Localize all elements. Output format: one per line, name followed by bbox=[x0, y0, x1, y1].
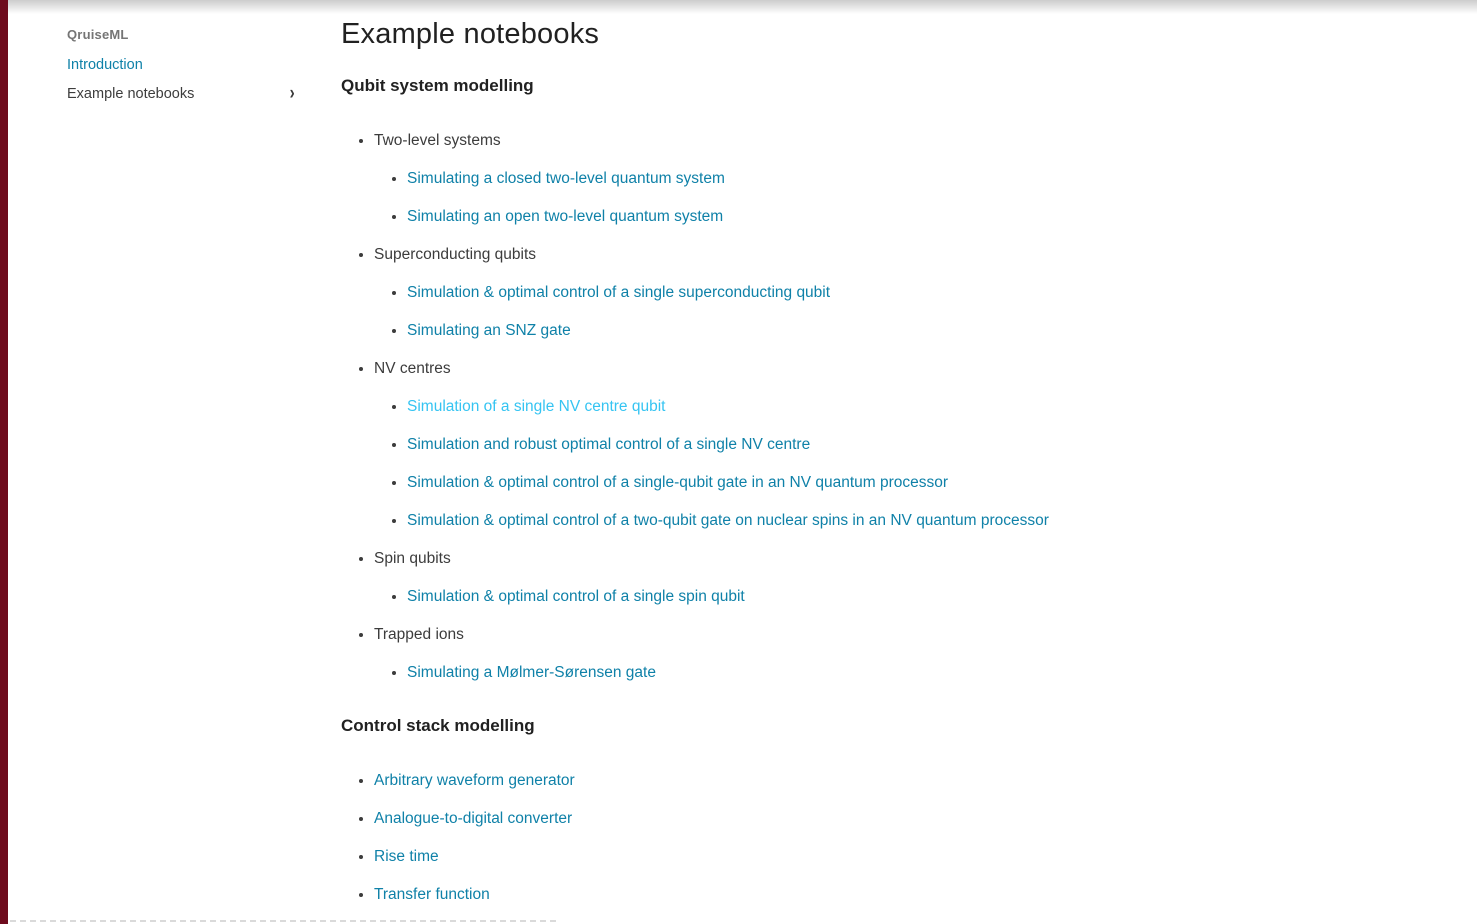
category-item bbox=[374, 550, 1451, 606]
notebook-link[interactable]: Arbitrary waveform generator bbox=[374, 772, 575, 789]
notebook-list-item bbox=[407, 664, 1451, 682]
category-label: NV centres bbox=[374, 360, 451, 377]
notebook-list-item bbox=[374, 772, 1451, 790]
category-item bbox=[374, 246, 1451, 340]
section-control-stack-modelling bbox=[341, 716, 1451, 904]
notebook-list-item bbox=[407, 170, 1451, 188]
section-heading: Control stack modelling bbox=[341, 716, 535, 735]
notebook-list-item bbox=[374, 810, 1451, 828]
notebook-list-item bbox=[407, 512, 1451, 530]
notebook-link[interactable]: Simulating an SNZ gate bbox=[407, 322, 571, 339]
chevron-right-icon[interactable]: › bbox=[289, 83, 295, 104]
sidebar-item-introduction[interactable]: Introduction bbox=[67, 57, 143, 73]
notebook-link[interactable]: Simulation & optimal control of a single superconducting qubit bbox=[407, 284, 831, 301]
sidebar-brand: QruiseML bbox=[67, 27, 129, 42]
notebook-sublist bbox=[374, 284, 1451, 340]
notebook-link[interactable]: Simulating a Mølmer-Sørensen gate bbox=[407, 664, 656, 681]
notebook-list-item bbox=[407, 208, 1451, 226]
category-item bbox=[374, 360, 1451, 530]
notebook-list-item bbox=[407, 284, 1451, 302]
notebook-list-item bbox=[407, 398, 1451, 416]
category-item bbox=[374, 626, 1451, 682]
notebook-link[interactable]: Simulating an open two-level quantum system bbox=[407, 208, 724, 225]
category-item bbox=[374, 132, 1451, 226]
notebook-list-item bbox=[407, 322, 1451, 340]
sidebar bbox=[67, 27, 297, 102]
notebook-link[interactable]: Analogue-to-digital converter bbox=[374, 810, 573, 827]
notebook-link[interactable]: Simulation & optimal control of a single-qubit gate in an NV quantum processor bbox=[407, 474, 949, 491]
notebook-sublist bbox=[374, 664, 1451, 682]
notebook-link[interactable]: Simulation of a single NV centre qubit bbox=[407, 398, 666, 415]
notebook-list-item bbox=[407, 588, 1451, 606]
control-stack-list bbox=[341, 772, 1451, 904]
notebook-list-item bbox=[407, 436, 1451, 454]
category-label: Trapped ions bbox=[374, 626, 464, 643]
category-label: Superconducting qubits bbox=[374, 246, 537, 263]
notebook-link[interactable]: Transfer function bbox=[374, 886, 490, 903]
notebook-sublist bbox=[374, 398, 1451, 530]
notebook-list-item bbox=[374, 886, 1451, 904]
left-accent-bar bbox=[0, 0, 8, 924]
notebook-link[interactable]: Simulating a closed two-level quantum system bbox=[407, 170, 725, 187]
section-heading: Qubit system modelling bbox=[341, 76, 534, 95]
sidebar-item-label: Example notebooks bbox=[67, 86, 195, 102]
qubit-system-list bbox=[341, 132, 1451, 682]
bottom-dashed-line bbox=[10, 920, 556, 922]
notebook-list-item bbox=[374, 848, 1451, 866]
main-content bbox=[341, 0, 1451, 924]
section-qubit-system-modelling bbox=[341, 76, 1451, 682]
page-title: Example notebooks bbox=[341, 18, 600, 50]
notebook-link[interactable]: Simulation & optimal control of a single spin qubit bbox=[407, 588, 745, 605]
notebook-sublist bbox=[374, 588, 1451, 606]
sidebar-item-example-notebooks[interactable] bbox=[67, 83, 297, 104]
category-label: Spin qubits bbox=[374, 550, 451, 567]
notebook-link[interactable]: Rise time bbox=[374, 848, 439, 865]
notebook-sublist bbox=[374, 170, 1451, 226]
notebook-link[interactable]: Simulation and robust optimal control of a single NV centre bbox=[407, 436, 811, 453]
category-label: Two-level systems bbox=[374, 132, 501, 149]
notebook-link[interactable]: Simulation & optimal control of a two-qubit gate on nuclear spins in an NV quantum processor bbox=[407, 512, 1049, 529]
notebook-list-item bbox=[407, 474, 1451, 492]
